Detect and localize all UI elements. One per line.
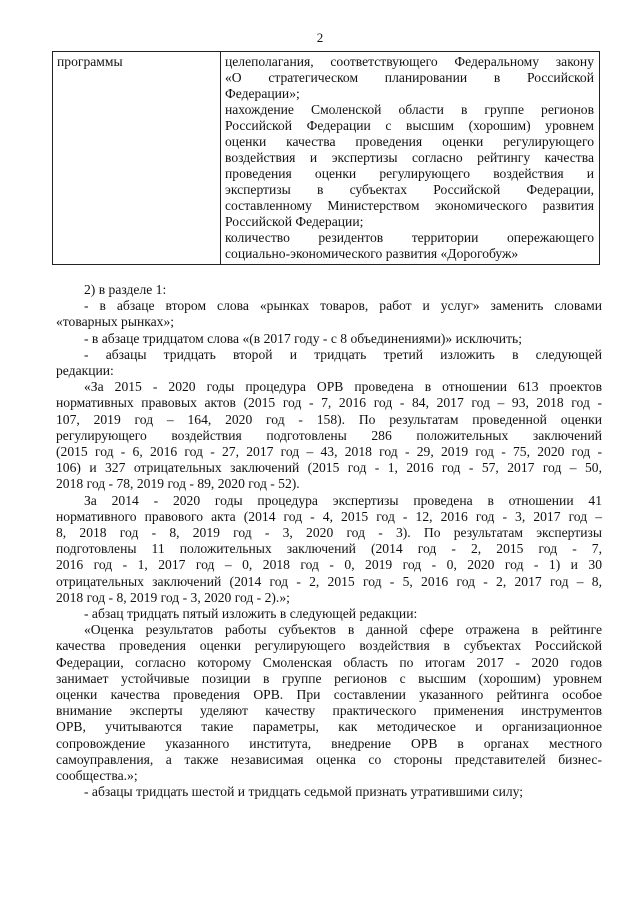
page-number: 2 <box>316 30 324 45</box>
body-text-line: - в абзаце втором слова «рынках товаров, работ и услуг» заменить словами <box>84 298 602 314</box>
body-text-line: отрицательных заключений (2014 год - 2, 2015 год - 5, 2016 год - 2, 2017 год – 8, <box>56 573 602 589</box>
table-text-line: «О стратегическом планировании в Российской <box>225 70 594 85</box>
body-text-line: - абзацы тридцать второй и тридцать третий изложить в следующей <box>84 346 602 362</box>
body-text-line: внимание эксперты уделяют качеству практического применения инструментов <box>56 703 602 719</box>
body-text-line: 106) и 327 отрицательных заключений (2015 год - 1, 2016 год - 57, 2017 год – 50, <box>56 460 602 476</box>
program-table <box>52 51 600 265</box>
body-text-line: 2018 год - 78, 2019 год - 89, 2020 год - 52). <box>56 476 300 492</box>
body-text-line: сопровождение указанного института, внедрение ОРВ в органах местного <box>56 735 602 751</box>
table-text-line: Федерации»; <box>225 86 300 101</box>
body-text-line: 8, 2018 год - 8, 2019 год - 3, 2020 год - 3). По результатам экспертизы <box>56 525 602 541</box>
body-text-line: - абзацы тридцать шестой и тридцать седьмой признать утратившими силу; <box>84 784 524 800</box>
body-text-line: 107, 2019 год – 164, 2020 год - 158). По результатам проведенной оценки <box>56 411 602 427</box>
body-text-line: «Оценка результатов работы субъектов в данной сфере отражена в рейтинге <box>84 622 602 638</box>
table-text-line: социально-экономического развития «Дорогобуж» <box>225 246 519 261</box>
document-body <box>56 282 602 801</box>
body-text-line: 2) в разделе 1: <box>84 282 167 297</box>
body-text-line: подготовлены 11 положительных заключений (2014 год - 2, 2015 год - 7, <box>56 541 602 557</box>
table-text-line: количество резидентов территории опережающего <box>225 230 594 245</box>
table-text-line: экспертизы в субъектах Российской Федерации, <box>225 182 594 197</box>
body-text-line: ОРВ, учитываются такие параметры, как методическое и организационное <box>56 719 602 735</box>
body-text-line: «товарных рынках»; <box>56 314 175 330</box>
body-text-line: (2015 год - 6, 2016 год - 27, 2017 год – 43, 2018 год - 29, 2019 год - 75, 2020 год - <box>56 444 602 460</box>
table-text-line: проведения оценки регулирующего воздействия и <box>225 166 594 181</box>
table-text-line: целеполагания, соответствующего Федеральному закону <box>225 54 594 69</box>
table-cell-content <box>221 52 600 265</box>
table-text-line: Российской Федерации; <box>225 214 364 229</box>
body-text-line: оценки качества проведения ОРВ. При составлении указанного рейтинга особое <box>56 687 602 703</box>
body-text-line: 2018 год - 8, 2019 год - 3, 2020 год - 2).»; <box>56 589 290 605</box>
body-text-line: 2016 год - 1, 2017 год – 0, 2018 год - 0, 2019 год - 0, 2020 год - 1) и 30 <box>56 557 602 573</box>
body-text-line: регулирующего воздействия подготовлены 286 положительных заключений <box>56 427 602 443</box>
body-text-line: нормативных правовых актов (2015 год - 7, 2016 год - 84, 2017 год – 93, 2018 год - <box>56 395 602 411</box>
table-text-line: нахождение Смоленской области в группе регионов <box>225 102 594 117</box>
body-text-line: качества проведения оценки регулирующего воздействия в субъектах Российской <box>56 638 602 654</box>
table-row <box>53 52 600 265</box>
body-text-line: редакции: <box>56 363 114 379</box>
body-text-line: Федерации, согласно которому Смоленская область по итогам 2017 - 2020 годов <box>56 654 602 670</box>
table-text-line: составленному Министерством экономического развития <box>225 198 594 213</box>
table-text-line: Российской Федерации с высшим (хорошим) уровнем <box>225 118 594 133</box>
body-text-line: - в абзаце тридцатом слова «(в 2017 году - с 8 объединениями)» исключить; <box>84 330 522 346</box>
body-text-line: - абзац тридцать пятый изложить в следующей редакции: <box>84 606 418 622</box>
body-text-line: самоуправления, а также независимая оценка со стороны представителей бизнес- <box>56 751 602 767</box>
table-text-line: воздействия и экспертизы согласно рейтингу качества <box>225 150 594 165</box>
body-text-line: сообщества.»; <box>56 768 138 784</box>
body-text-line: За 2014 - 2020 годы процедура экспертизы проведена в отношении 41 <box>84 492 602 508</box>
table-text-line: оценки качества проведения оценки регулирующего <box>225 134 594 149</box>
body-text-line: занимает устойчивые позиции в группе регионов с высшим (хорошим) уровнем <box>56 670 602 686</box>
body-text-line: «За 2015 - 2020 годы процедура ОРВ проведена в отношении 613 проектов <box>84 379 602 395</box>
table-cell-label: программы <box>53 52 221 265</box>
body-text-line: нормативного правового акта (2014 год - 4, 2015 год - 12, 2016 год - 3, 2017 год – <box>56 508 602 524</box>
